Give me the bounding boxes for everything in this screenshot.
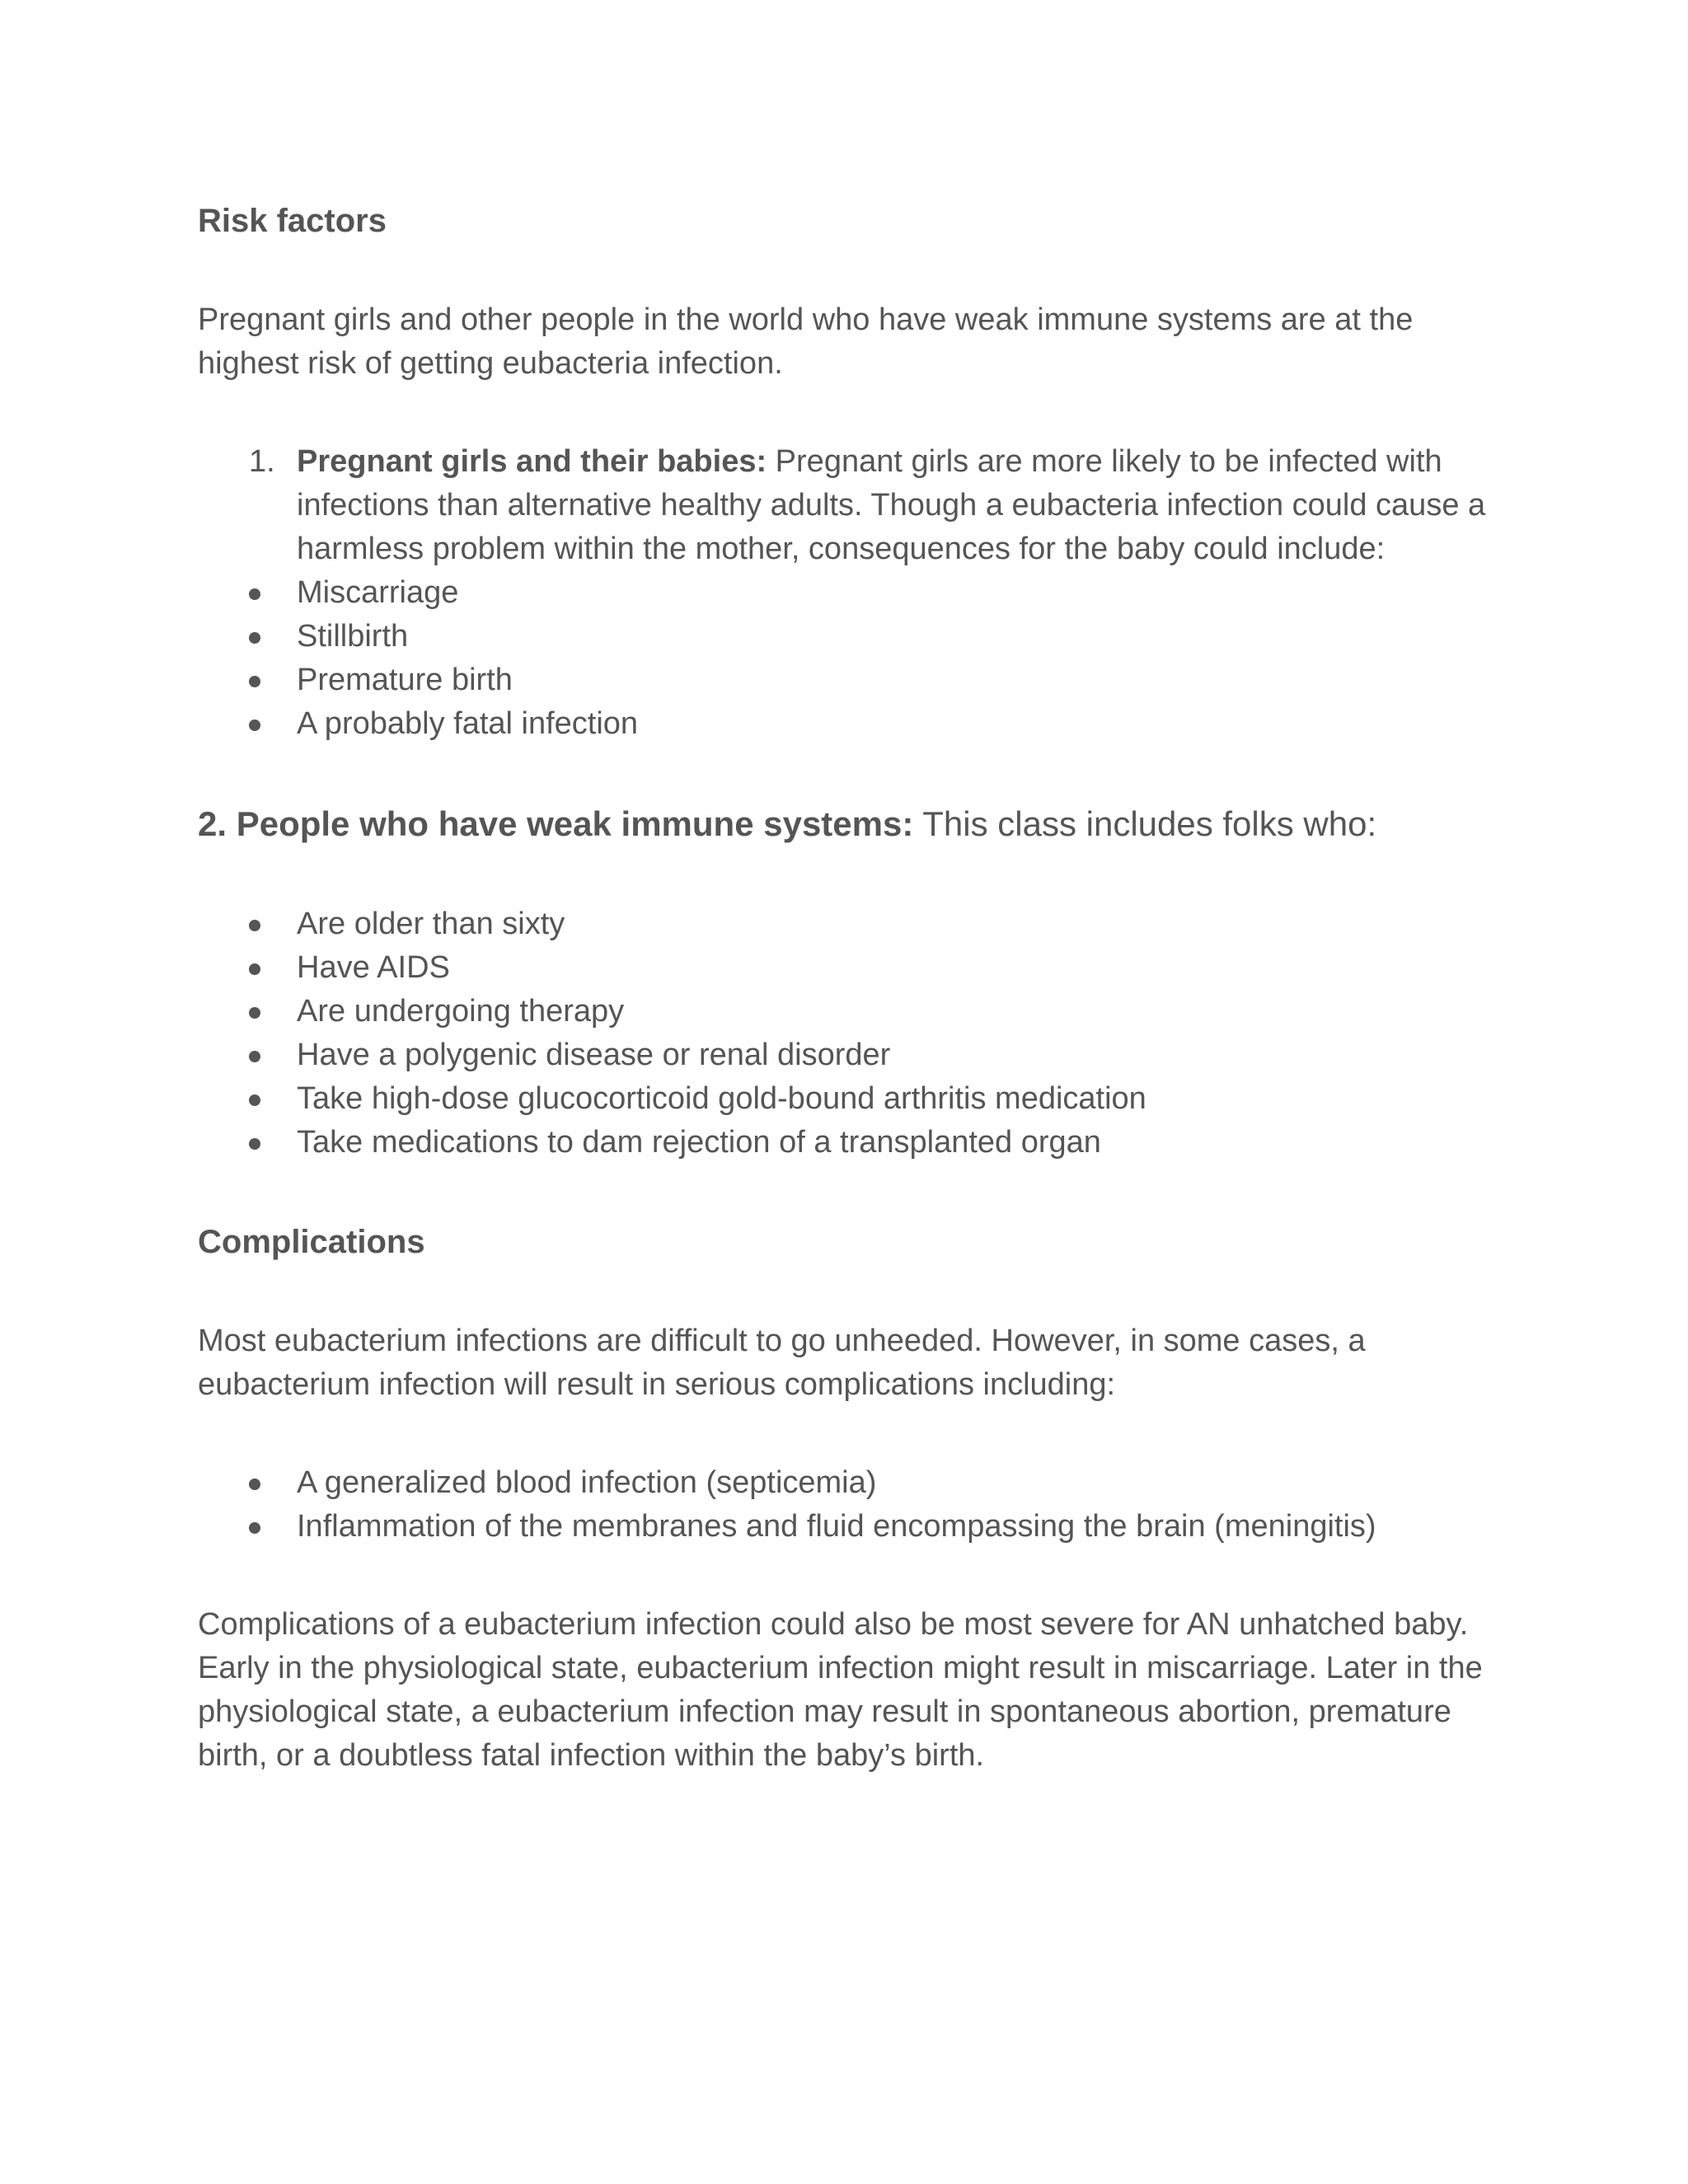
bullet-icon [249, 719, 260, 731]
numbered-item-pregnant [198, 440, 1517, 571]
list-item: Take high-dose glucocorticoid gold-bound arthritis medication [198, 1077, 1517, 1121]
complications-intro-paragraph: Most eubacterium infections are difficult to go unheeded. However, in some cases, a eubacterium infection will result in serious complications including: [198, 1324, 1366, 1402]
bullet-icon [249, 963, 260, 975]
bullet-icon [249, 1522, 260, 1534]
bullet-icon [249, 1051, 260, 1062]
weak-immune-list [198, 902, 1517, 1165]
bullet-icon [249, 632, 260, 644]
complications-list [198, 1461, 1517, 1549]
list-item: Have a polygenic disease or renal disorder [198, 1033, 1517, 1077]
list-item: Premature birth [198, 658, 1517, 702]
list-item: Stillbirth [198, 615, 1517, 658]
item-bold-label: Pregnant girls and their babies: [297, 444, 767, 479]
list-item: Are older than sixty [198, 902, 1517, 946]
bullet-icon [249, 1007, 260, 1019]
list-item: Are undergoing therapy [198, 990, 1517, 1033]
list-item: Have AIDS [198, 946, 1517, 990]
bullet-icon [249, 1479, 260, 1490]
numbered-list [198, 440, 1517, 571]
section-bold-label: 2. People who have weak immune systems: [198, 804, 914, 843]
heading-risk-factors: Risk factors [198, 203, 387, 239]
heading-complications: Complications [198, 1224, 425, 1260]
complications-final-paragraph: Complications of a eubacterium infection could also be most severe for AN unhatched baby. Early in the physiological state, eubacterium infection might result in miscarriage. Later in the physiological state, a eubacterium infection may result in spontaneous abortion, premature birth, or a doubtless fatal infection within the baby’s birth. [198, 1607, 1483, 1773]
list-item: A probably fatal infection [198, 702, 1517, 746]
list-item: A generalized blood infection (septicemia) [198, 1461, 1517, 1505]
document-page [198, 198, 1517, 1778]
list-number: 1. [249, 444, 275, 479]
list-item: Inflammation of the membranes and fluid encompassing the brain (meningitis) [198, 1505, 1517, 1549]
section-text: This class includes folks who: [913, 804, 1377, 843]
bullet-icon [249, 588, 260, 600]
bullet-icon [249, 1094, 260, 1106]
bullet-icon [249, 676, 260, 687]
pregnancy-consequences-list [198, 571, 1517, 746]
weak-immune-section-lead [198, 800, 1517, 848]
list-item: Take medications to dam rejection of a transplanted organ [198, 1121, 1517, 1165]
bullet-icon [249, 1138, 260, 1150]
bullet-icon [249, 920, 260, 931]
risk-intro-paragraph: Pregnant girls and other people in the world who have weak immune systems are at the highest risk of getting eubacteria infection. [198, 302, 1414, 381]
list-item: Miscarriage [198, 571, 1517, 615]
item-text: Pregnant girls are more likely to be infected with infections than alternative healthy adults. Though a eubacteria infection could cause a harmless problem within the mother, consequences for the baby could include: [297, 444, 1486, 566]
